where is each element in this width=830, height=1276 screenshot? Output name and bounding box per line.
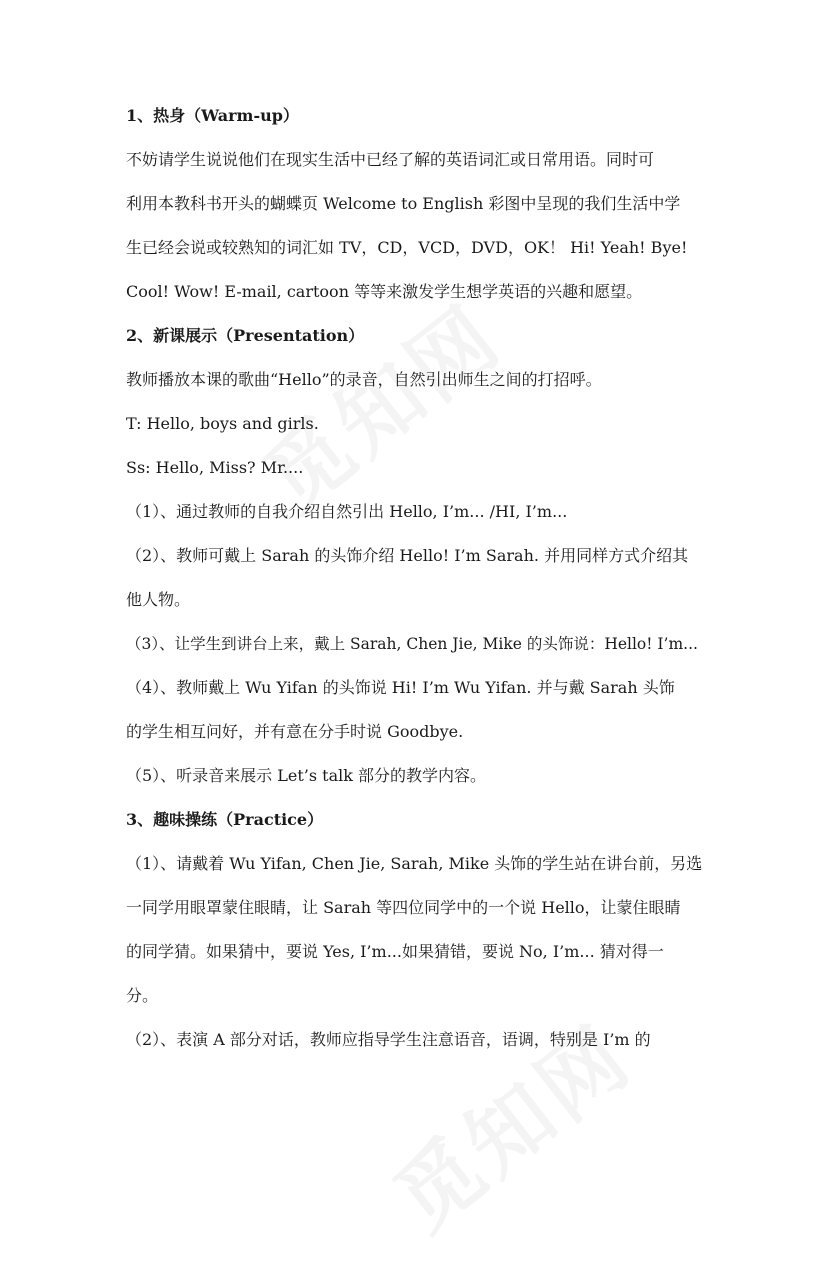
text-line: Ss: Hello, Miss? Mr.... xyxy=(126,458,304,477)
text-line: 的同学猜。如果猜中，要说 Yes, I’m...如果猜错，要说 No, I’m... 猜对得一 xyxy=(126,942,664,961)
text-line: 一同学用眼罩蒙住眼睛，让 Sarah 等四位同学中的一个说 Hello，让蒙住眼睛 xyxy=(126,898,681,917)
text-line: 生已经会说或较熟知的词汇如 TV，CD，VCD，DVD，OK！ Hi! Yeah! Bye! xyxy=(126,238,688,257)
text-line: 的学生相互问好，并有意在分手时说 Goodbye. xyxy=(126,722,464,741)
text-line: 教师播放本课的歌曲“Hello”的录音，自然引出师生之间的打招呼。 xyxy=(126,370,602,389)
text-line: 分。 xyxy=(126,986,159,1005)
text-line: 他人物。 xyxy=(126,590,191,609)
section-heading: 3、趣味操练（Practice） xyxy=(126,810,324,829)
text-line: 利用本教科书开头的蝴蝶页 Welcome to English 彩图中呈现的我们生活中学 xyxy=(126,194,681,213)
text-line: （5）、听录音来展示 Let’s talk 部分的教学内容。 xyxy=(126,766,487,785)
text-line: （1）、通过教师的自我介绍自然引出 Hello, I’m... /HI, I’m... xyxy=(126,502,568,521)
document-body xyxy=(126,106,710,1074)
text-line: Cool! Wow! E-mail, cartoon 等等来激发学生想学英语的兴趣和愿望。 xyxy=(126,282,643,301)
text-line: 不妨请学生说说他们在现实生活中已经了解的英语词汇或日常用语。同时可 xyxy=(126,150,655,169)
text-line: （1）、请戴着 Wu Yifan, Chen Jie, Sarah, Mike 头饰的学生站在讲台前，另选 xyxy=(126,854,703,873)
text-line: （2）、教师可戴上 Sarah 的头饰介绍 Hello! I’m Sarah. 并用同样方式介绍其 xyxy=(126,546,689,565)
section-heading: 1、热身（Warm-up） xyxy=(126,106,299,125)
text-line: T: Hello, boys and girls. xyxy=(126,414,319,433)
text-line: （2）、表演 A 部分对话，教师应指导学生注意语音，语调，特别是 I’m 的 xyxy=(126,1030,651,1049)
text-line: （3）、让学生到讲台上来，戴上 Sarah, Chen Jie, Mike 的头饰说：Hello! I’m... xyxy=(126,635,698,653)
section-heading: 2、新课展示（Presentation） xyxy=(126,326,365,345)
text-line: （4）、教师戴上 Wu Yifan 的头饰说 Hi! I’m Wu Yifan. 并与戴 Sarah 头饰 xyxy=(126,678,675,697)
